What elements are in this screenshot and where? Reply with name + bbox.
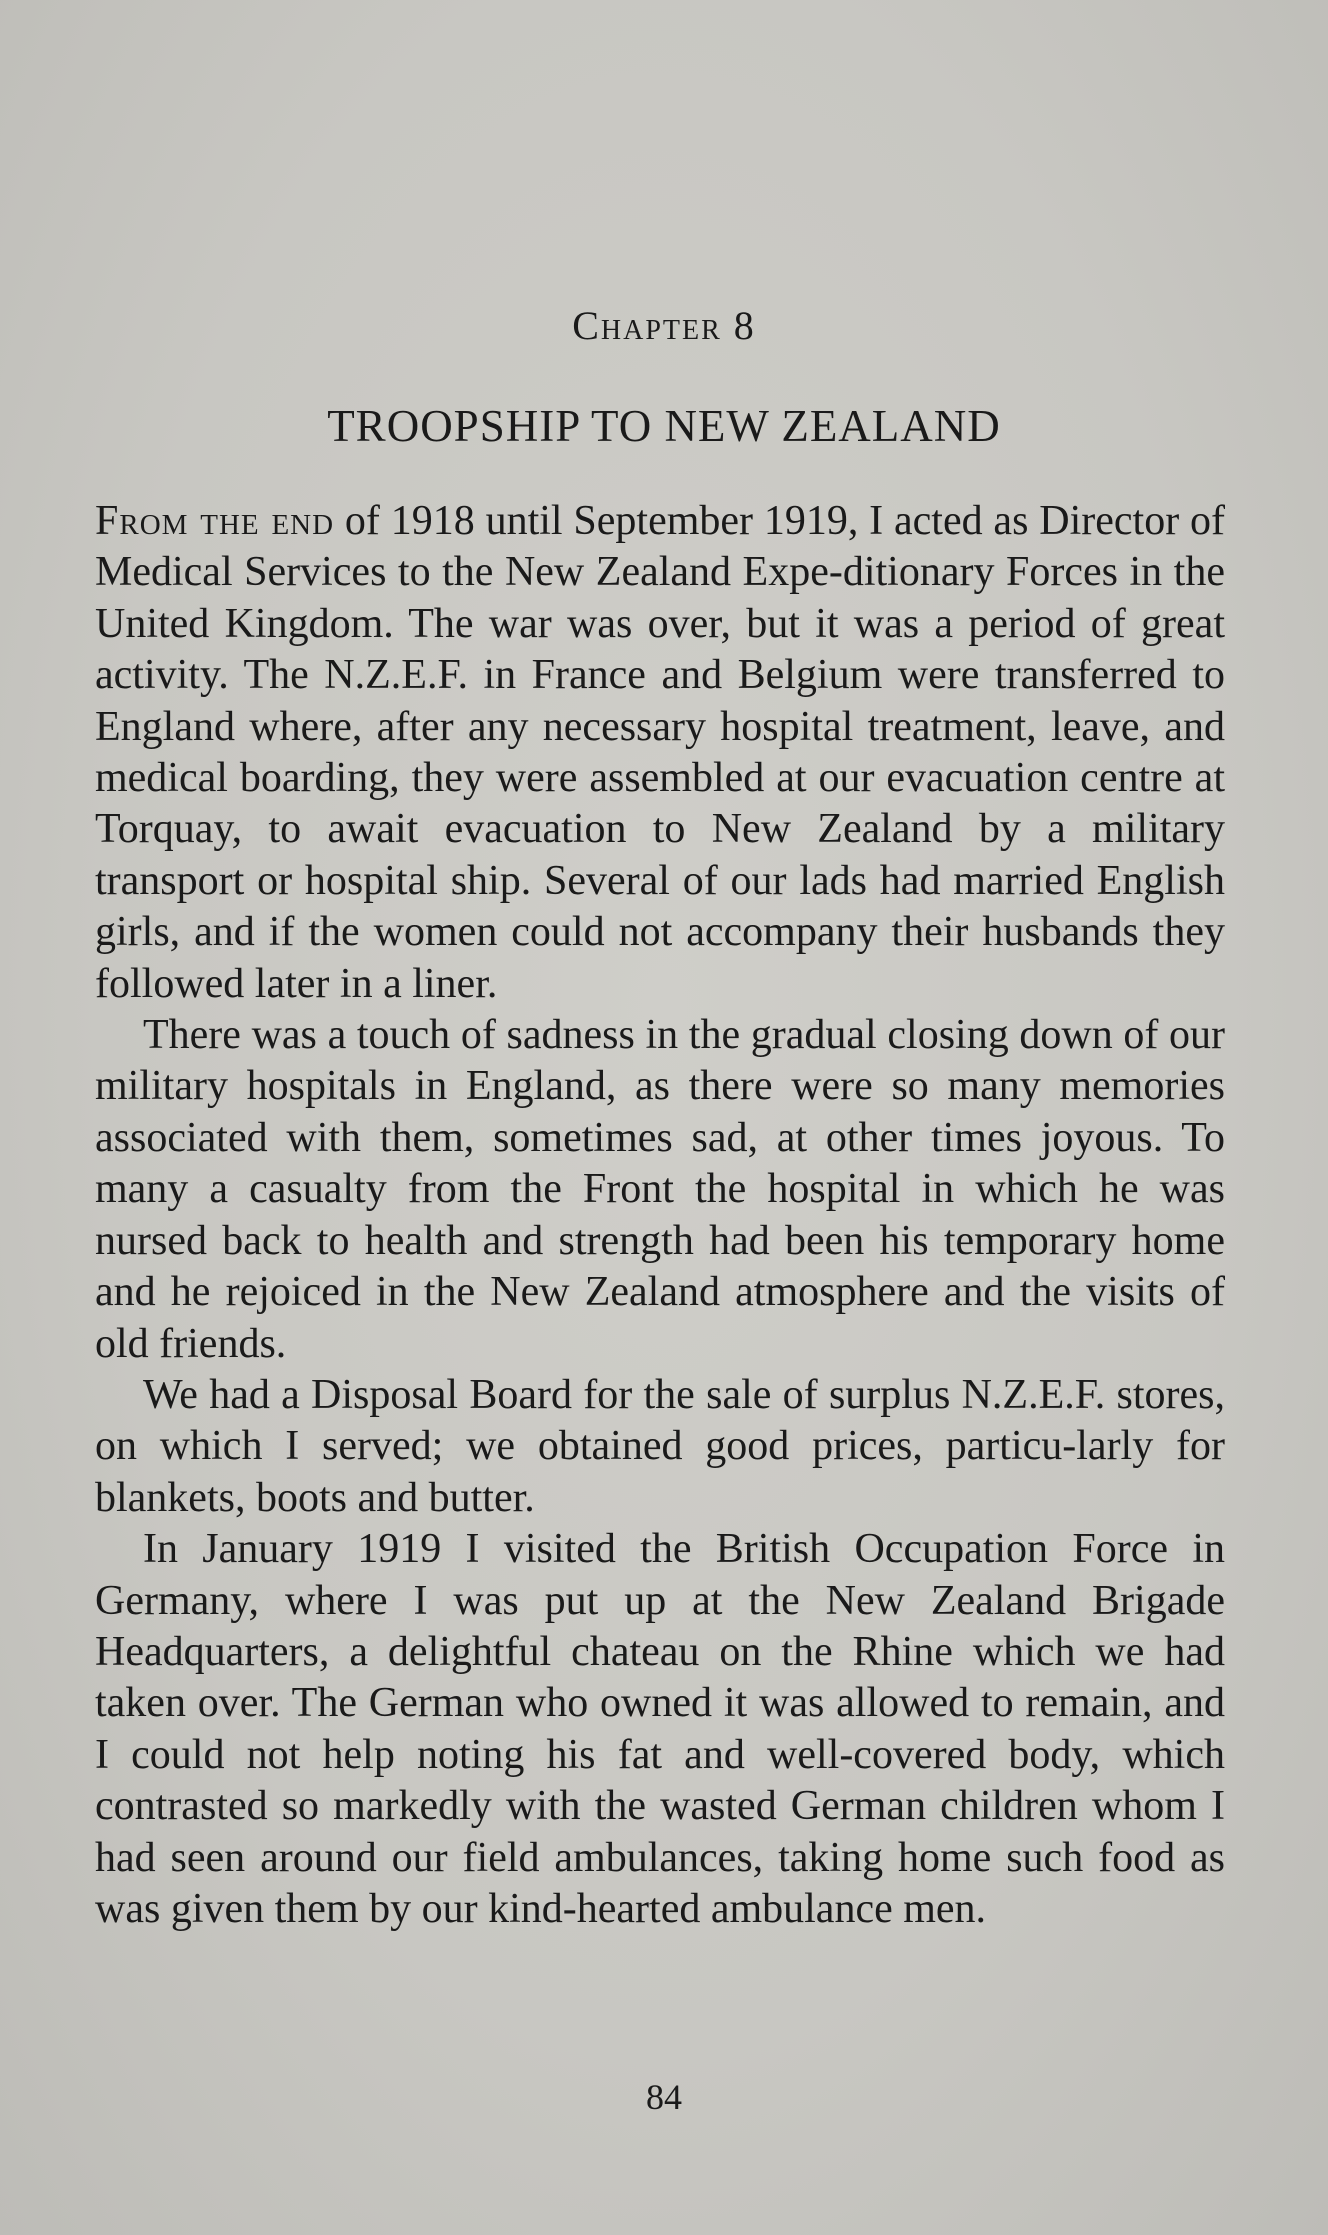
chapter-title: TROOPSHIP TO NEW ZEALAND: [327, 401, 1001, 451]
chapter-label: Chapter 8: [572, 303, 756, 348]
paragraph: We had a Disposal Board for the sale of surplus N.Z.E.F. stores, on which I served; we obtained good prices, particu-larly for blankets, boots and butter.: [95, 1371, 1225, 1521]
paragraph-lead-small-caps: From the end: [95, 498, 335, 544]
page-number: 84: [646, 2077, 682, 2117]
paragraph: There was a touch of sadness in the gradual closing down of our military hospitals in England, as there were so many memories associated with them, sometimes sad, at other times joyous. To many a casualty from the Front the hospital in which he was nursed back to health and strength had been his temporary home and he rejoiced in the New Zealand atmosphere and the visits of old friends.: [95, 1012, 1225, 1367]
paragraph-text: of 1918 until September 1919, I acted as Director of Medical Services to the New Zealand Expe-ditionary Forces in the United Kingdom. The war was over, but it was a period of great activity. The N.Z.E.F. in France and Belgium were transferred to England where, after any necessary hospital treatment, leave, and medical boarding, they were assembled at our evacuation centre at Torquay, to await evacuation to New Zealand by a military transport or hospital ship. Several of our lads had married English girls, and if the women could not accompany their husbands they followed later in a liner.: [95, 498, 1226, 1007]
paragraph: In January 1919 I visited the British Occupation Force in Germany, where I was put up at the New Zealand Brigade Headquarters, a delightful chateau on the Rhine which we had taken over. The German who owned it was allowed to remain, and I could not help noting his fat and well-covered body, which contrasted so markedly with the wasted German children whom I had seen around our field ambulances, taking home such food as was given them by our kind-hearted ambulance men.: [95, 1526, 1225, 1932]
paragraph: [95, 496, 1225, 1010]
body-text: [95, 496, 1225, 1935]
